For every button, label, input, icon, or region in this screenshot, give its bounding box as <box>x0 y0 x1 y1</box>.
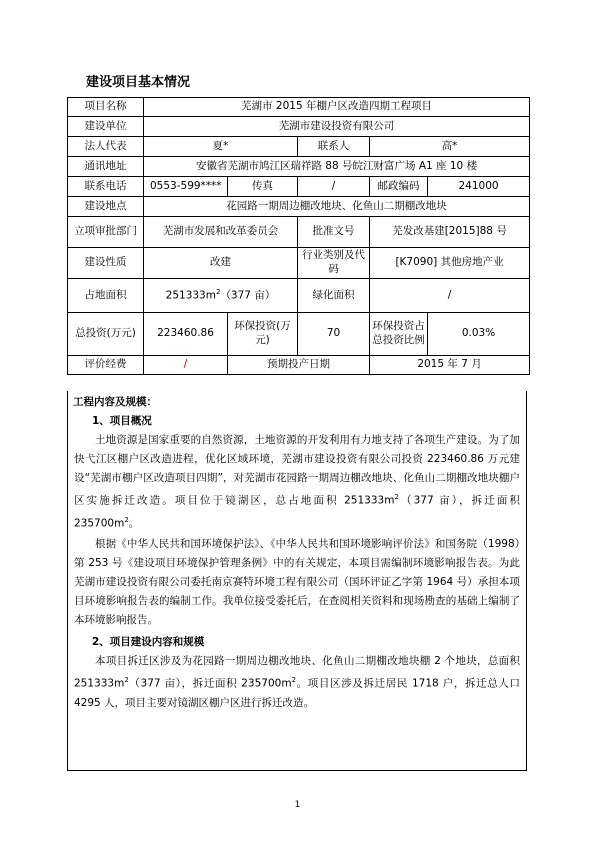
area-label: 占地面积 <box>68 279 144 313</box>
env-ratio-value: 0.03% <box>428 313 530 356</box>
legal-rep-value: 夏* <box>144 137 298 157</box>
contact-label: 联系人 <box>298 137 370 157</box>
industry-label: 行业类别及代码 <box>298 248 370 279</box>
nature-value: 改建 <box>144 248 298 279</box>
approval-dept-value: 芜湖市发展和改革委员会 <box>144 217 298 248</box>
env-invest-value: 70 <box>298 313 370 356</box>
table-row <box>68 137 530 157</box>
eval-fee-value: / <box>144 356 228 375</box>
paragraph-legal-basis: 根据《中华人民共和国环境保护法》、《中华人民共和国环境影响评价法》和国务院（1998）第 253 号《建设项目环境保护管理条例》中的有关规定，本项目需编制环境影响报告表。为此芜湖市建设投资有限公司委托南京赛特环境工程有限公司（国环评证乙字第 1964 号）承担本项目环境影响报告表的编制工作。我单位接受委托后，在查阅相关资料和现场勘查的基础上编制了本环境影响报告。 <box>74 538 520 626</box>
industry-value: [K7090] 其他房地产业 <box>370 248 530 279</box>
section-2-title: 2、项目建设内容和规模 <box>92 636 205 648</box>
builder-label: 建设单位 <box>68 117 144 137</box>
project-name-label: 项目名称 <box>68 98 144 117</box>
nature-label: 建设性质 <box>68 248 144 279</box>
env-ratio-label: 环保投资占总投资比例 <box>370 313 428 356</box>
investment-label: 总投资(万元) <box>68 313 144 356</box>
phone-value: 0553-599**** <box>144 177 228 197</box>
prod-date-value: 2015 年 7 月 <box>370 356 530 375</box>
address-value: 安徽省芜湖市鸠江区瑞祥路 88 号皖江财富广场 A1 座 10 楼 <box>144 157 530 177</box>
prod-date-label: 预期投产日期 <box>228 356 370 375</box>
table-row <box>68 177 530 197</box>
builder-value: 芜湖市建设投资有限公司 <box>144 117 530 137</box>
table-row <box>68 217 530 248</box>
approval-dept-label: 立项审批部门 <box>68 217 144 248</box>
table-row <box>68 313 530 356</box>
contact-value: 高* <box>370 137 530 157</box>
table-row <box>68 248 530 279</box>
area-value: $251333m^2(377$ 亩） <box>144 279 298 313</box>
project-info-table <box>67 97 530 375</box>
address-label: 通讯地址 <box>68 157 144 177</box>
investment-value: 223460.86 <box>144 313 228 356</box>
table-row <box>68 356 530 375</box>
green-value: / <box>370 279 530 313</box>
paragraph-overview: 土地资源是国家重要的自然资源，土地资源的开发利用有力地支持了各项生产建设。为了加快弋江区棚户区改造进程，优化区域环境，芜湖市建设投资有限公司投资 223460.86 万元建设“芜湖市棚户区改造项目四期”，对芜湖市花园路一期周边棚改地块、化鱼山二期棚改地块棚户区实施拆迁改造。项目位于镜湖区，总占地面积 $251333m^2(377$ 亩），拆迁面积 $235700m^2$。 <box>74 434 520 529</box>
table-row <box>68 117 530 137</box>
eval-fee-label: 评价经费 <box>68 356 144 375</box>
page-title: 建设项目基本情况 <box>86 75 191 90</box>
table-row <box>68 279 530 313</box>
postcode-value: 241000 <box>428 177 530 197</box>
content-heading: 工程内容及规模： <box>73 396 157 408</box>
approval-no-label: 批准文号 <box>298 217 370 248</box>
postcode-label: 邮政编码 <box>370 177 428 197</box>
green-label: 绿化面积 <box>298 279 370 313</box>
fax-label: 传真 <box>228 177 298 197</box>
legal-rep-label: 法人代表 <box>68 137 144 157</box>
phone-label: 联系电话 <box>68 177 144 197</box>
table-row <box>68 197 530 217</box>
project-name-value: 芜湖市 2015 年棚户区改造四期工程项目 <box>144 98 530 117</box>
env-invest-label: 环保投资(万元) <box>228 313 298 356</box>
table-row <box>68 157 530 177</box>
location-label: 建设地点 <box>68 197 144 217</box>
project-content-box <box>67 391 527 771</box>
table-row <box>68 98 530 117</box>
fax-value: / <box>298 177 370 197</box>
section-1-title: 1、项目概况 <box>92 415 152 427</box>
location-value: 花园路一期周边棚改地块、化鱼山二期棚改地块 <box>144 197 530 217</box>
page-number: 1 <box>294 800 301 810</box>
paragraph-scope: 本项目拆迁区涉及为花园路一期周边棚改地块、化鱼山二期棚改地块棚 2 个地块，总面积 $251333m^2(377$ 亩），拆迁面积 $235700m^2$。项目区涉及拆迁居民 1718 户，拆迁总人口 4295 人，项目主要对镜湖区棚户区进行拆迁改造。 <box>74 655 521 709</box>
approval-no-value: 芜发改基建[2015]88 号 <box>370 217 530 248</box>
